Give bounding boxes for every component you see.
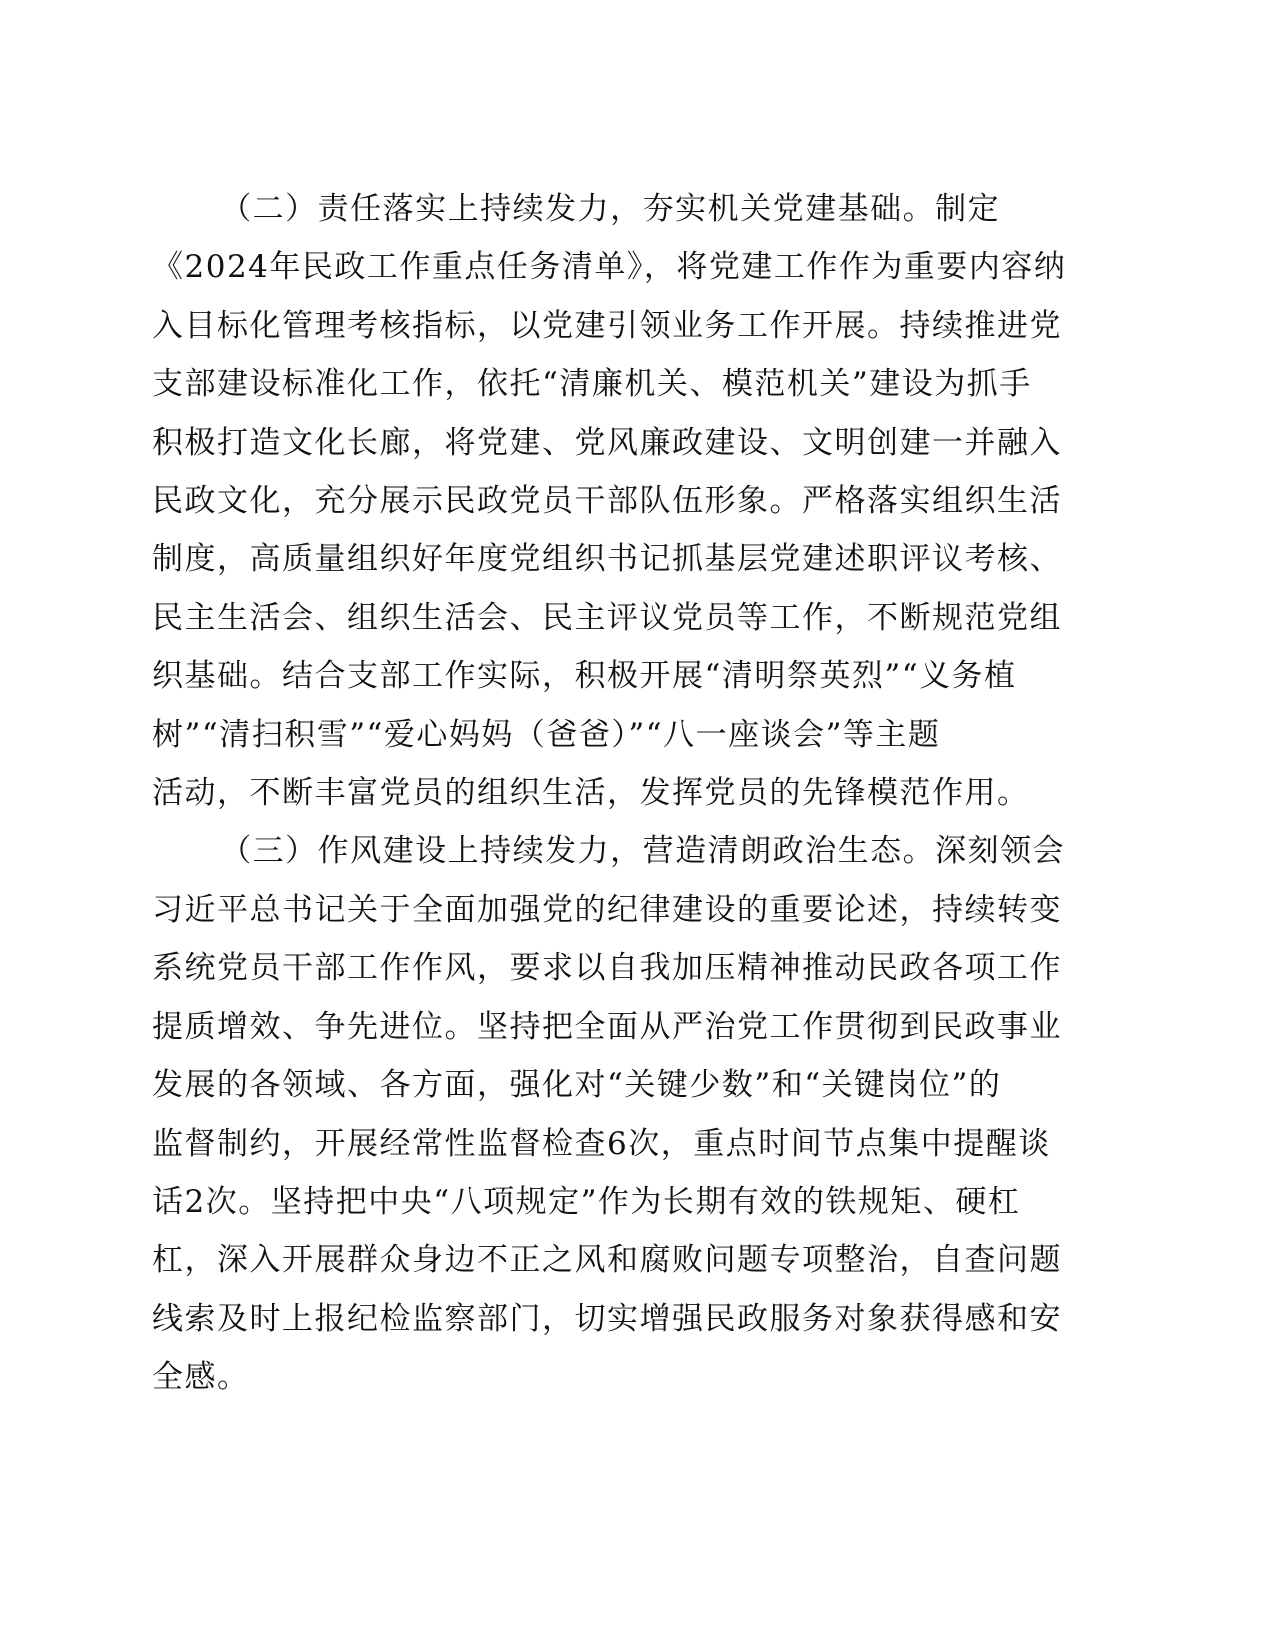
text-line: 支部建设标准化工作，依托“清廉机关、模范机关”建设为抓手 — [152, 366, 1032, 403]
document-body — [152, 180, 1092, 1407]
text-line: 杠，深入开展群众身边不正之风和腐败问题专项整治，自查问题 — [152, 1242, 1062, 1279]
text-line: 线索及时上报纪检监察部门，切实增强民政服务对象获得感和安 — [152, 1300, 1062, 1337]
paragraph-section-3 — [152, 822, 1092, 1406]
text-line: 入目标化管理考核指标，以党建引领业务工作开展。持续推进党 — [152, 307, 1062, 344]
text-line: 制度，高质量组织好年度党组织书记抓基层党建述职评议考核、 — [152, 541, 1062, 578]
text-line: 习近平总书记关于全面加强党的纪律建设的重要论述，持续转变 — [152, 891, 1062, 928]
text-line: 发展的各领域、各方面，强化对“关键少数”和“关键岗位”的 — [152, 1067, 1002, 1104]
text-line: 民主生活会、组织生活会、民主评议党员等工作，不断规范党组 — [152, 599, 1062, 636]
text-line: 民政文化，充分展示民政党员干部队伍形象。严格落实组织生活 — [152, 483, 1062, 520]
text-line: 系统党员干部工作作风，要求以自我加压精神推动民政各项工作 — [152, 950, 1062, 987]
paragraph-section-2 — [152, 180, 1092, 822]
text-line: （二）责任落实上持续发力，夯实机关党建基础。制定 — [220, 191, 1001, 227]
text-line: 树”“清扫积雪”“爱心妈妈（爸爸）”“八一座谈会”等主题 — [152, 716, 941, 753]
text-line: 话2次。坚持把中央“八项规定”作为长期有效的铁规矩、硬杠 — [152, 1183, 1021, 1220]
text-line: 积极打造文化长廊，将党建、党风廉政建设、文明创建一并融入 — [152, 424, 1062, 461]
text-line: 织基础。结合支部工作实际，积极开展“清明祭英烈”“义务植 — [152, 658, 1017, 695]
text-line: 《2024年民政工作重点任务清单》，将党建工作作为重要内容纳 — [152, 249, 1067, 286]
text-line: （三）作风建设上持续发力，营造清朗政治生态。深刻领会 — [220, 833, 1066, 870]
text-line: 提质增效、争先进位。坚持把全面从严治党工作贯彻到民政事业 — [152, 1008, 1062, 1045]
text-line: 监督制约，开展经常性监督检查6次，重点时间节点集中提醒谈 — [152, 1125, 1051, 1162]
text-line: 活动，不断丰富党员的组织生活，发挥党员的先锋模范作用。 — [152, 775, 1030, 812]
text-line: 全感。 — [152, 1359, 250, 1396]
